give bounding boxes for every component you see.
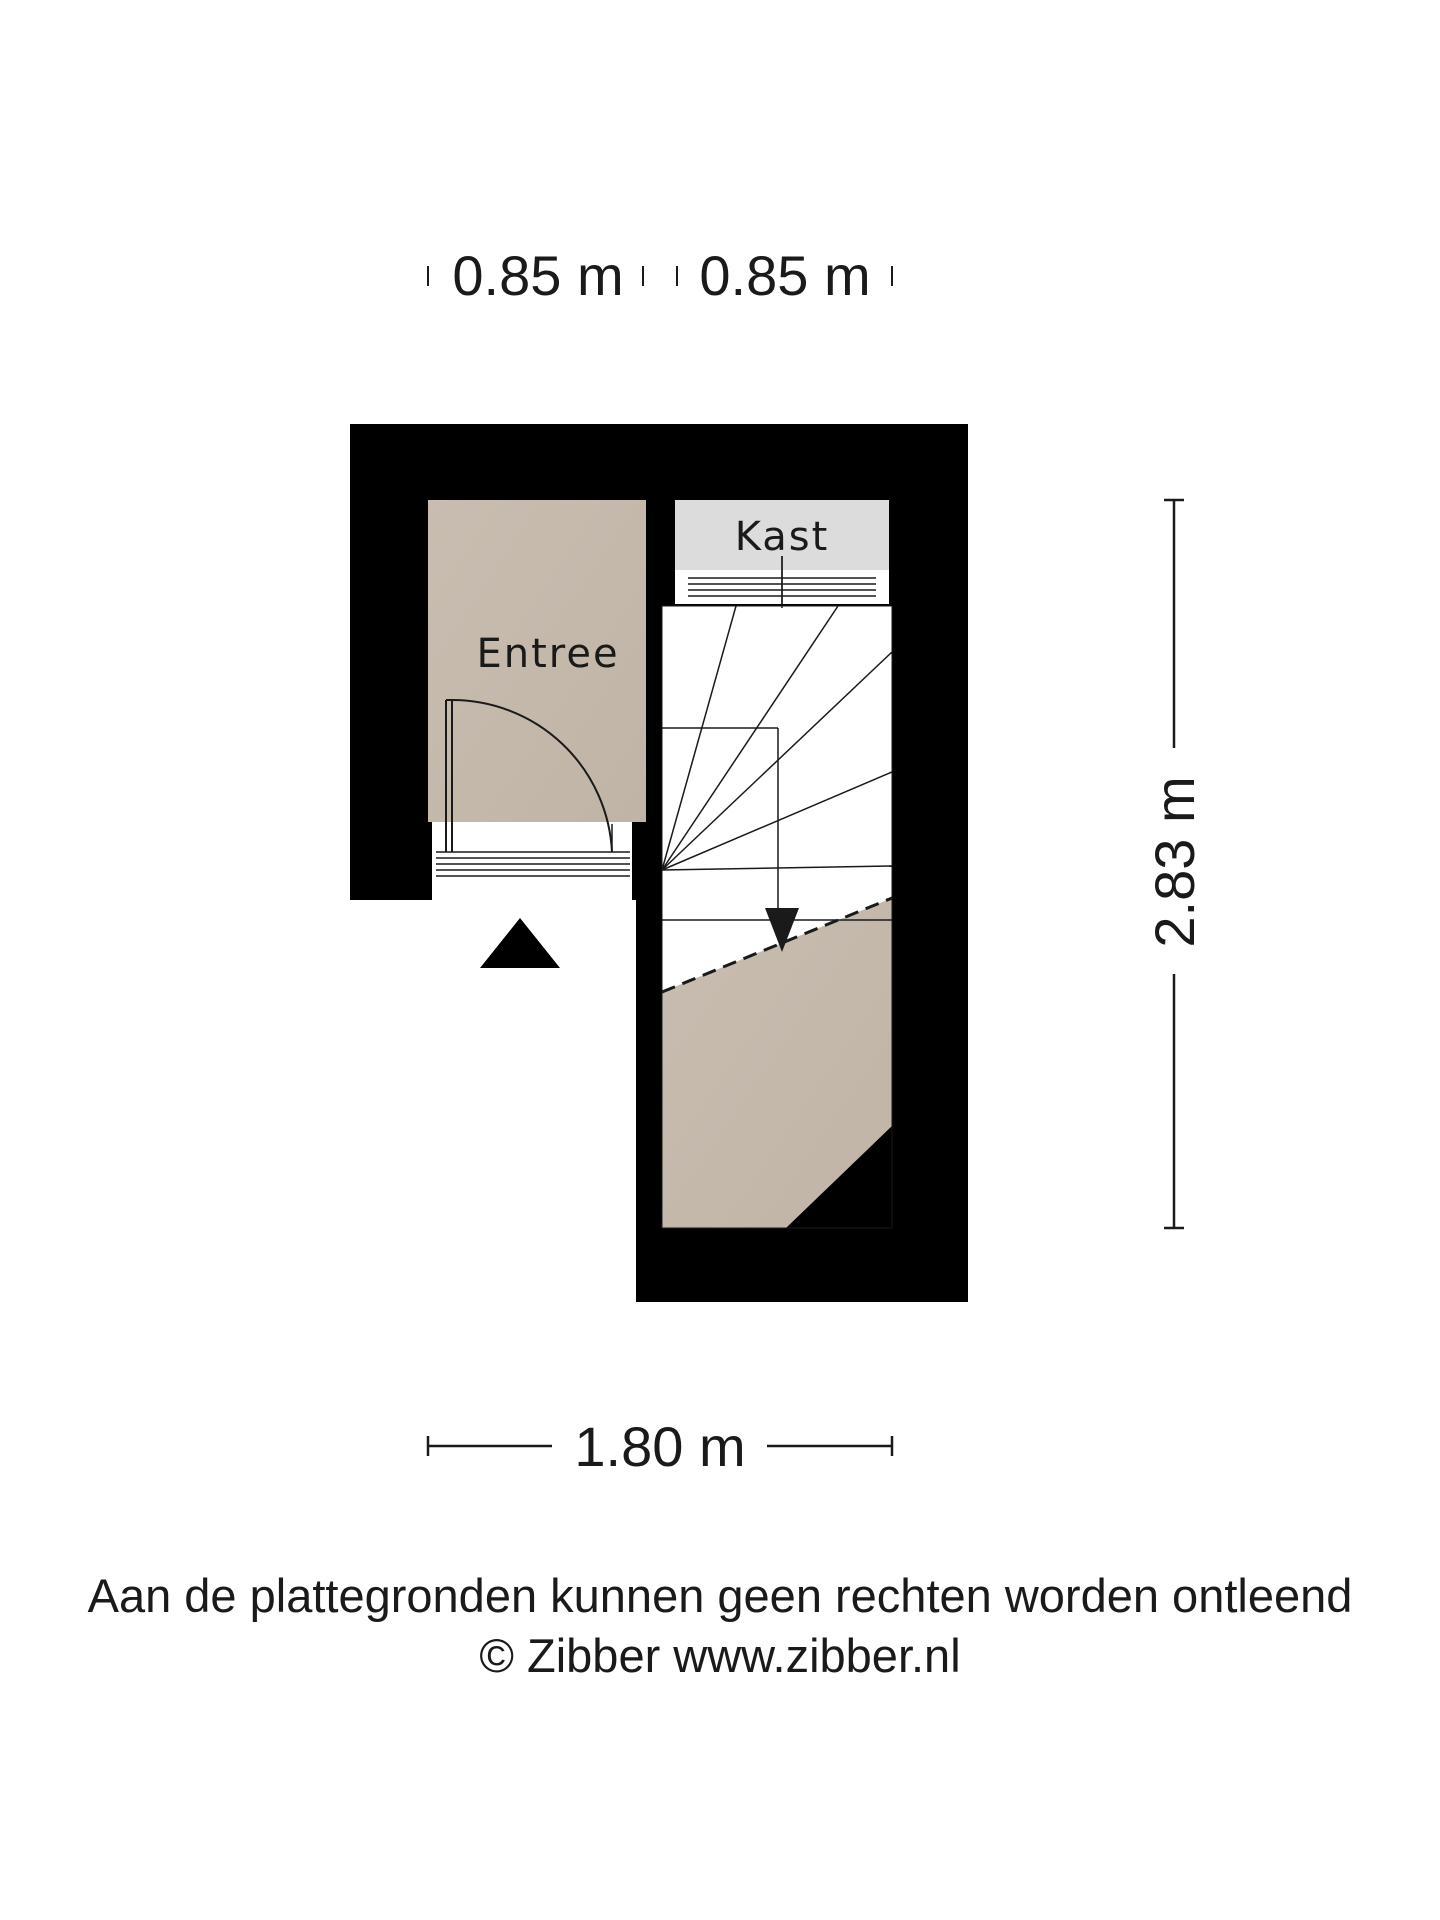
dimension-top-right: 0.85 m [699,244,871,307]
entrance-opening [432,822,632,900]
dimension-bottom: 1.80 m [574,1415,746,1478]
copyright-text: © Zibber www.zibber.nl [479,1629,961,1682]
dimension-right: 2.83 m [1143,776,1206,948]
dimension-top-left: 0.85 m [452,244,624,307]
disclaimer-text: Aan de plattegronden kunnen geen rechten worden ontleend [87,1569,1353,1622]
room-label-kast: Kast [734,514,830,560]
entrance-arrow-icon [480,918,560,968]
room-label-entree: Entree [476,631,620,677]
